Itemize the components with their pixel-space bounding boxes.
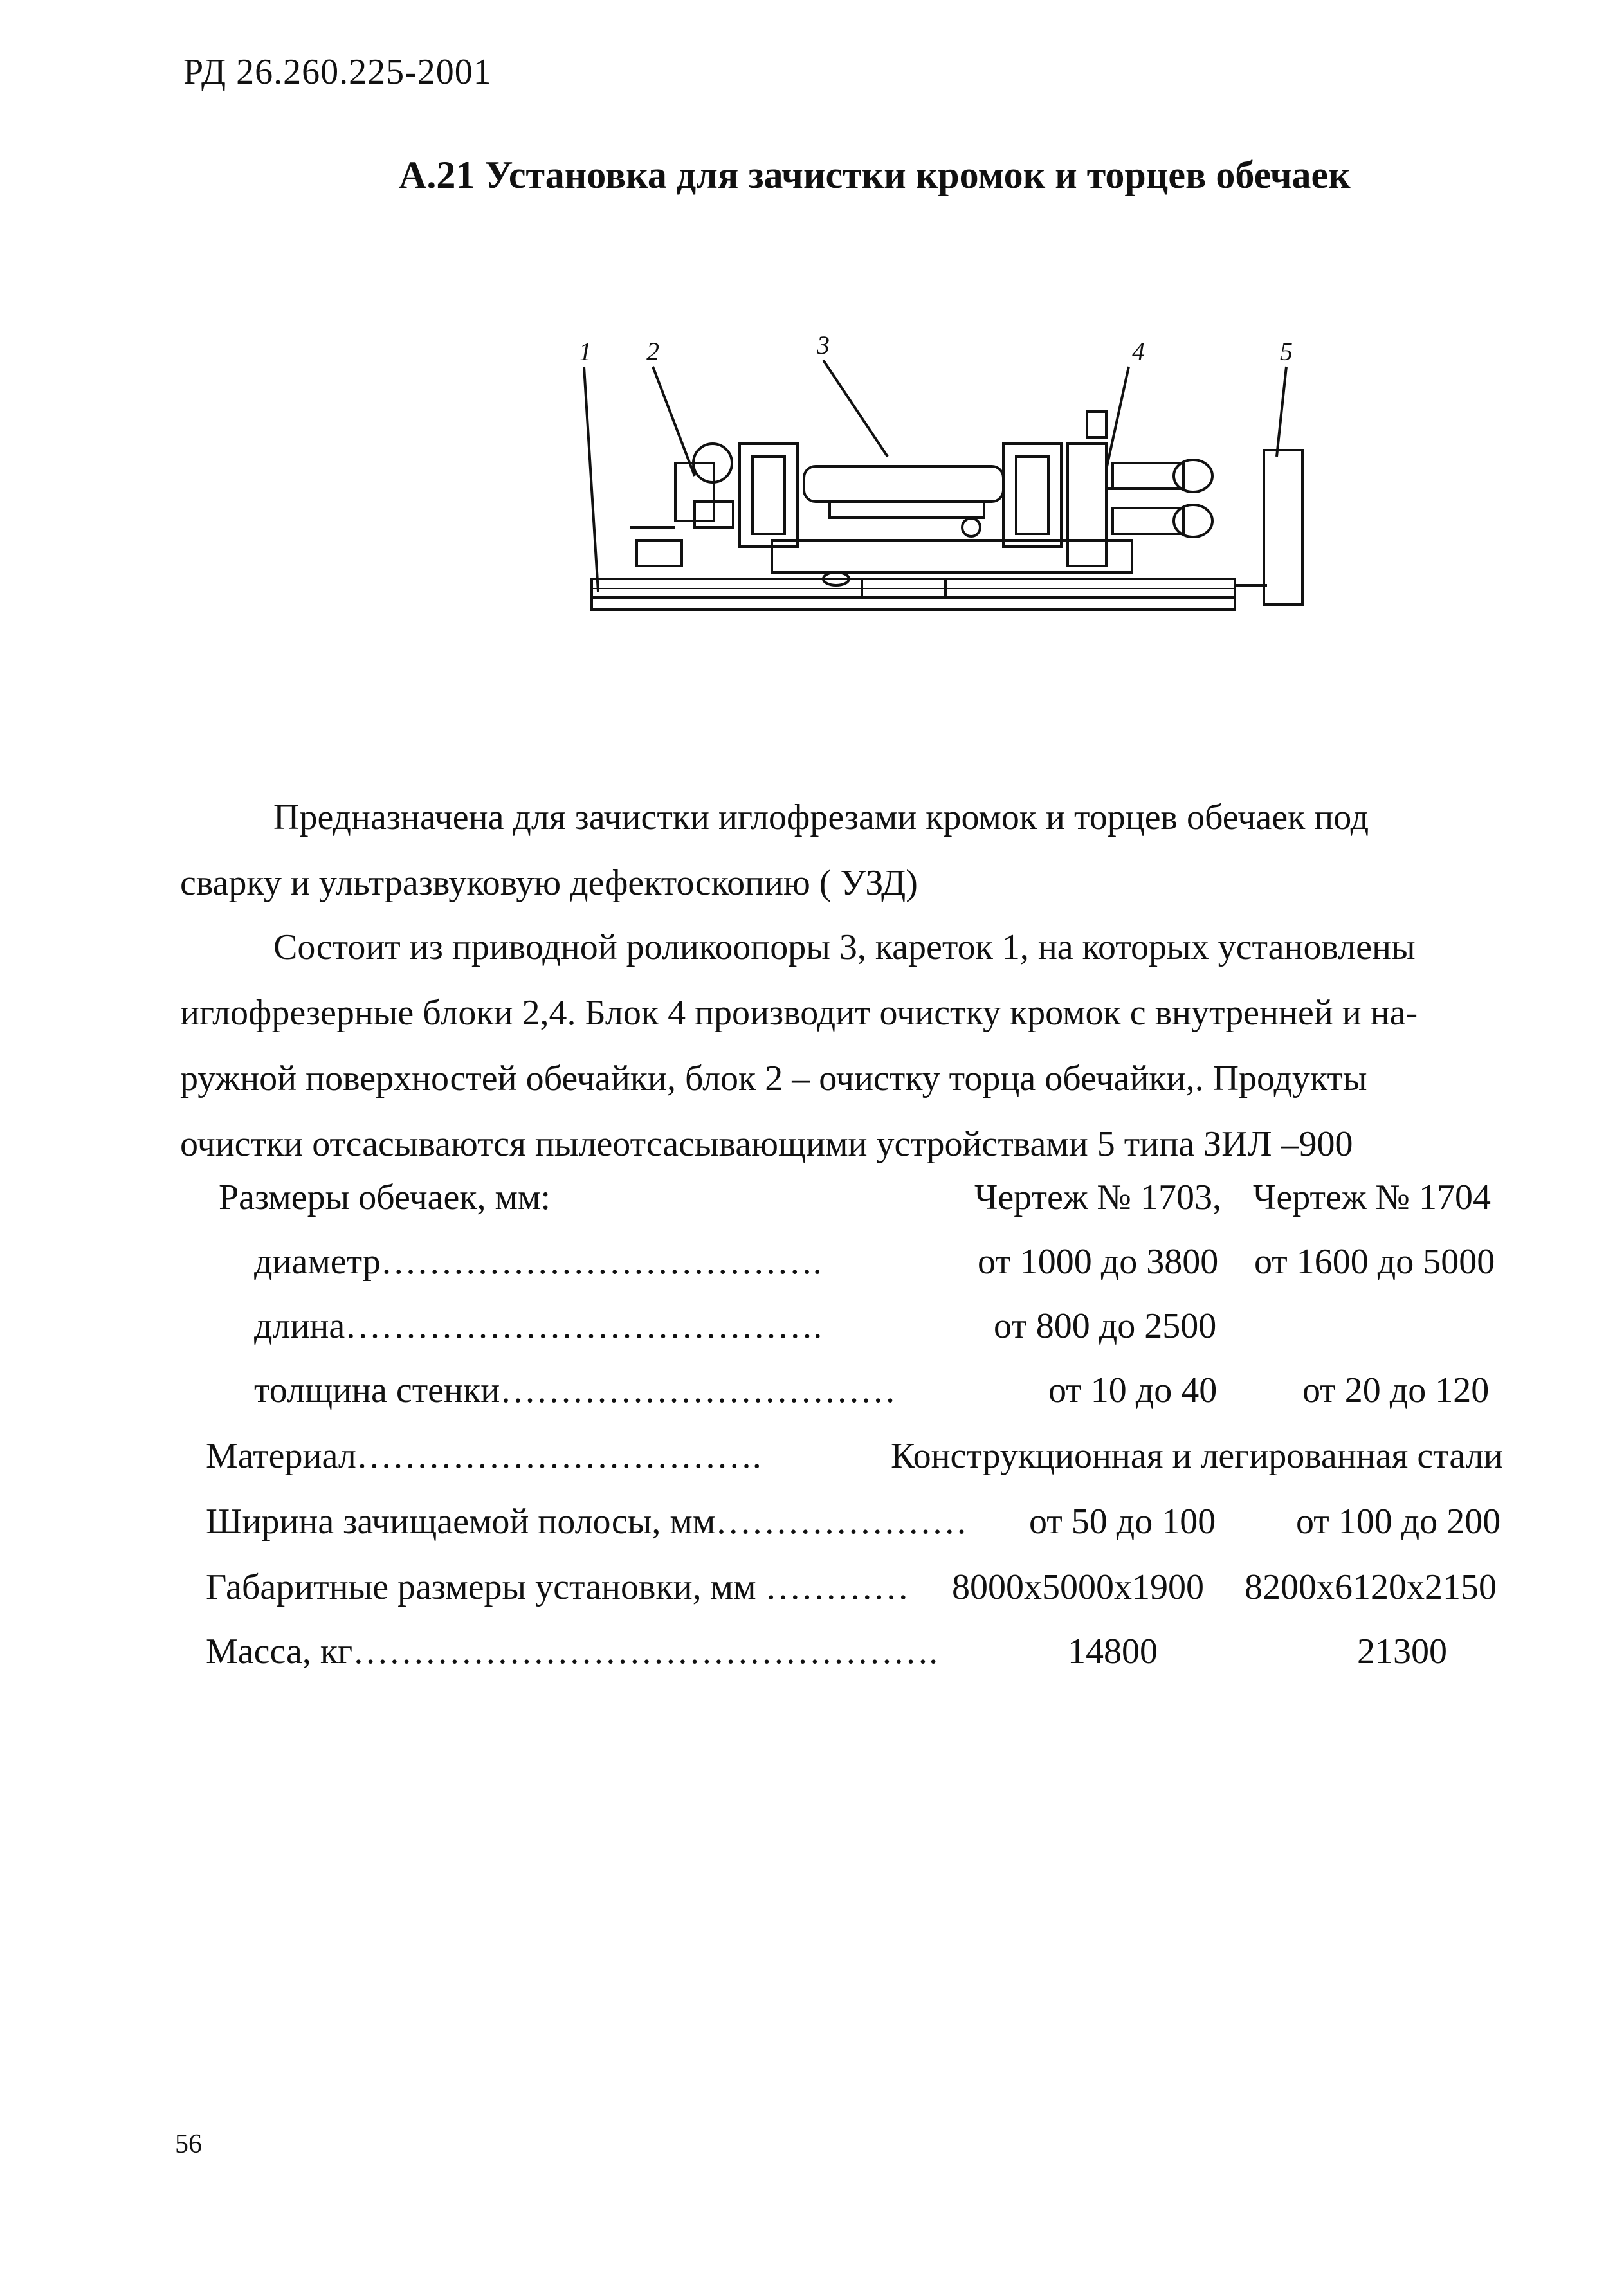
spec-thickness-1703: от 10 до 40: [1048, 1370, 1218, 1410]
spec-label-strip-width: Ширина зачищаемой полосы, мм…………………: [206, 1502, 968, 1542]
spec-diameter-1703: от 1000 до 3800: [978, 1242, 1219, 1282]
spec-label-thickness: толщина стенки……………………………: [254, 1370, 897, 1410]
spec-strip-width-1704: от 100 до 200: [1296, 1502, 1501, 1542]
document-code: РД 26.260.225-2001: [183, 52, 492, 92]
spec-diameter-1704: от 1600 до 5000: [1254, 1242, 1495, 1282]
spec-label-diameter: диаметр……………………………….: [254, 1242, 822, 1282]
drawing-1703-header: Чертеж № 1703,: [974, 1178, 1221, 1217]
spec-dimensions-1703: 8000x5000x1900: [952, 1567, 1204, 1607]
callout-1: 1: [579, 337, 592, 366]
page-number: 56: [175, 2129, 202, 2159]
callout-5: 5: [1280, 337, 1293, 366]
composition-line-4: очистки отсасываются пылеотсасывающими устройствами 5 типа ЗИЛ –900: [180, 1124, 1353, 1164]
section-title: А.21 Установка для зачистки кромок и торцев обечаек: [399, 154, 1351, 196]
spec-strip-width-1703: от 50 до 100: [1029, 1502, 1216, 1542]
drawing-1704-header: Чертеж № 1704: [1253, 1178, 1491, 1217]
spec-thickness-1704: от 20 до 120: [1302, 1370, 1490, 1410]
spec-mass-1704: 21300: [1357, 1632, 1447, 1671]
callout-2: 2: [646, 337, 659, 366]
spec-label-mass: Масса, кг………………………………………….: [206, 1632, 938, 1671]
composition-line-2: иглофрезерные блоки 2,4. Блок 4 производит очистку кромок с внутренней и на-: [180, 993, 1418, 1033]
composition-line-1: Состоит из приводной роликоопоры 3, кареток 1, на которых установлены: [273, 927, 1416, 967]
spec-material-value: Конструкционная и легированная стали: [891, 1436, 1503, 1476]
spec-label-material: Материал…………………………….: [206, 1436, 762, 1476]
spec-label-dimensions: Габаритные размеры установки, мм …………: [206, 1567, 909, 1607]
sizes-label: Размеры обечаек, мм:: [219, 1178, 551, 1217]
purpose-line-1: Предназначена для зачистки иглофрезами кромок и торцев обечаек под: [273, 797, 1369, 837]
purpose-paragraph: [180, 785, 1499, 916]
composition-line-3: ружной поверхностей обечайки, блок 2 – очистку торца обечайки,. Продукты: [180, 1059, 1367, 1098]
spec-length-1703: от 800 до 2500: [994, 1306, 1217, 1346]
equipment-drawing: [560, 334, 1338, 637]
callout-3: 3: [817, 334, 830, 360]
spec-dimensions-1704: 8200x6120x2150: [1245, 1567, 1497, 1607]
composition-paragraph: [180, 915, 1499, 1177]
callout-4: 4: [1132, 337, 1145, 366]
spec-label-length: длина………………………………….: [254, 1306, 823, 1346]
spec-mass-1703: 14800: [1068, 1632, 1158, 1671]
purpose-line-2: сварку и ультразвуковую дефектоскопию ( УЗД): [180, 863, 918, 903]
